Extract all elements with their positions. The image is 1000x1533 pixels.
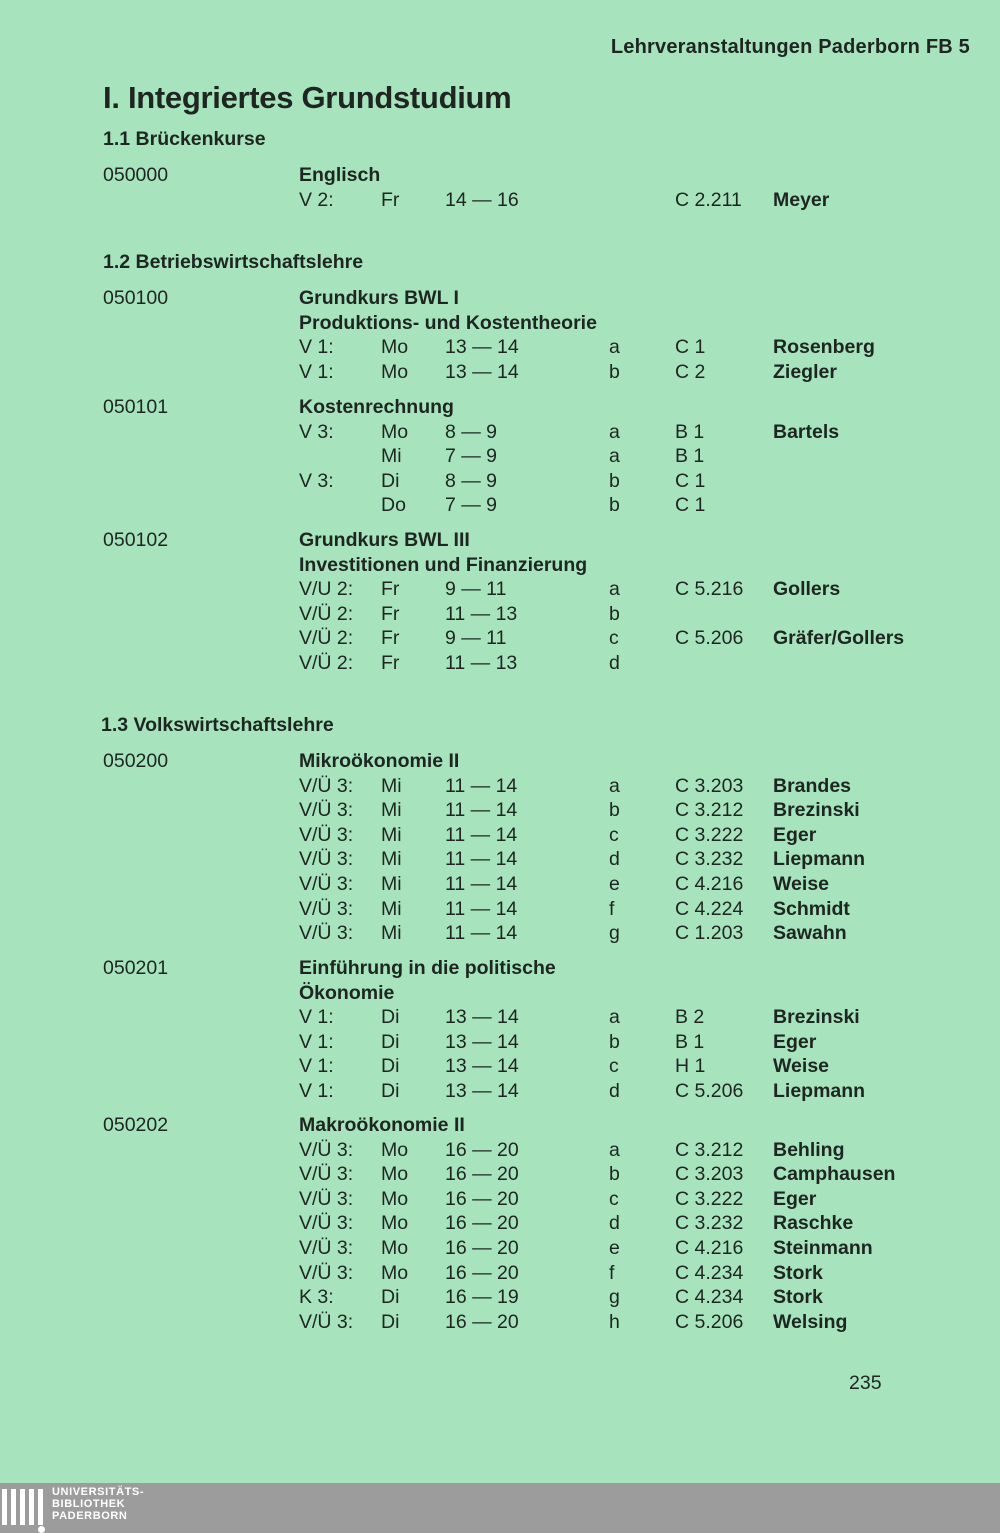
lecturer: Welsing bbox=[773, 1310, 848, 1333]
lecturer: Behling bbox=[773, 1138, 845, 1161]
course-title: Einführung in die politische bbox=[299, 957, 556, 979]
time-slot: 16 — 20 bbox=[445, 1237, 519, 1259]
room: C 5.206 bbox=[675, 1080, 744, 1102]
schedule-row bbox=[0, 873, 1000, 897]
course-type: V/Ü 3: bbox=[299, 873, 354, 895]
weekday: Mi bbox=[381, 873, 402, 895]
course-type: K 3: bbox=[299, 1286, 334, 1309]
course-type: V/Ü 3: bbox=[299, 1310, 354, 1333]
weekday: Mi bbox=[381, 774, 402, 797]
room: C 1 bbox=[675, 494, 706, 517]
weekday: Mo bbox=[381, 1212, 409, 1235]
time-slot: 11 — 14 bbox=[445, 823, 518, 846]
group-letter: b bbox=[609, 494, 620, 517]
weekday: Fr bbox=[381, 602, 400, 625]
lecturer: Gollers bbox=[773, 578, 841, 601]
group-letter: c bbox=[609, 823, 619, 846]
room: B 1 bbox=[675, 1030, 705, 1053]
course-type: V/Ü 2: bbox=[299, 602, 354, 625]
room: C 5.206 bbox=[675, 627, 744, 650]
lecturer: Steinmann bbox=[773, 1237, 873, 1259]
course-title: Mikroökonomie II bbox=[299, 750, 460, 772]
main-title: I. Integriertes Grundstudium bbox=[103, 80, 512, 115]
group-letter: d bbox=[609, 652, 620, 674]
library-footer bbox=[0, 1483, 1000, 1533]
weekday: Fr bbox=[381, 578, 400, 601]
weekday: Fr bbox=[381, 652, 400, 674]
lecturer: Schmidt bbox=[773, 897, 850, 920]
lecturer: Brezinski bbox=[773, 1006, 860, 1029]
schedule-row bbox=[0, 824, 1000, 848]
group-letter: c bbox=[609, 1055, 619, 1078]
time-slot: 16 — 20 bbox=[445, 1261, 519, 1284]
lecturer: Eger bbox=[773, 1187, 817, 1210]
group-letter: d bbox=[609, 848, 620, 871]
weekday: Mo bbox=[381, 1261, 409, 1284]
schedule-row bbox=[0, 189, 1000, 213]
group-letter: a bbox=[609, 1006, 620, 1029]
course-type: V/Ü 3: bbox=[299, 922, 354, 945]
group-letter: a bbox=[609, 336, 620, 359]
group-letter: b bbox=[609, 799, 620, 822]
weekday: Di bbox=[381, 469, 400, 492]
schedule-row bbox=[0, 578, 1000, 602]
room: C 3.212 bbox=[675, 1138, 744, 1161]
group-letter: h bbox=[609, 1310, 620, 1333]
group-letter: c bbox=[609, 627, 619, 650]
running-head: Lehrveranstaltungen Paderborn FB 5 bbox=[610, 36, 970, 58]
course-type: V/Ü 3: bbox=[299, 1138, 354, 1161]
time-slot: 9 — 11 bbox=[445, 627, 507, 650]
library-name-line: BIBLIOTHEK bbox=[52, 1498, 126, 1510]
lecturer: Eger bbox=[773, 1030, 817, 1053]
course-type: V/Ü 3: bbox=[299, 799, 354, 822]
course-type: V/Ü 3: bbox=[299, 1212, 354, 1235]
lecturer: Liepmann bbox=[773, 1080, 866, 1102]
room: C 3.212 bbox=[675, 799, 744, 822]
library-name bbox=[52, 1486, 144, 1522]
group-letter: d bbox=[609, 1212, 620, 1235]
lecturer: Rosenberg bbox=[773, 336, 875, 359]
schedule-row bbox=[0, 494, 1000, 518]
course-type: V/Ü 3: bbox=[299, 848, 354, 871]
schedule-row bbox=[0, 470, 1000, 494]
time-slot: 7 — 9 bbox=[445, 445, 498, 468]
schedule-row bbox=[0, 922, 1000, 946]
time-slot: 8 — 9 bbox=[445, 420, 498, 443]
schedule-row bbox=[0, 1262, 1000, 1286]
schedule-row bbox=[0, 445, 1000, 469]
schedule-row bbox=[0, 1188, 1000, 1212]
course-type: V/Ü 3: bbox=[299, 1163, 354, 1186]
course-title: Investitionen und Finanzierung bbox=[299, 553, 588, 576]
course-type: V/Ü 3: bbox=[299, 774, 354, 797]
group-letter: e bbox=[609, 1237, 620, 1259]
schedule-row bbox=[0, 1080, 1000, 1104]
room: C 1.203 bbox=[675, 922, 744, 945]
weekday: Di bbox=[381, 1286, 400, 1309]
room: C 1 bbox=[675, 469, 706, 492]
course-type: V 3: bbox=[299, 469, 334, 492]
room: C 2 bbox=[675, 360, 706, 383]
time-slot: 16 — 20 bbox=[445, 1187, 519, 1210]
course-type: V 1: bbox=[299, 1030, 334, 1053]
library-logo-icon bbox=[2, 1489, 46, 1531]
schedule-row bbox=[0, 1212, 1000, 1236]
room: C 3.222 bbox=[675, 823, 744, 846]
weekday: Mo bbox=[381, 360, 409, 383]
course-number: 050201 bbox=[103, 957, 169, 979]
room: C 2.211 bbox=[675, 188, 742, 211]
weekday: Mo bbox=[381, 1237, 409, 1259]
room: H 1 bbox=[675, 1055, 706, 1078]
lecturer: Liepmann bbox=[773, 848, 866, 871]
room: C 3.222 bbox=[675, 1187, 744, 1210]
lecturer: Eger bbox=[773, 823, 817, 846]
weekday: Fr bbox=[381, 188, 400, 211]
group-letter: g bbox=[609, 1286, 620, 1309]
weekday: Di bbox=[381, 1080, 400, 1102]
time-slot: 11 — 14 bbox=[445, 897, 518, 920]
group-letter: d bbox=[609, 1080, 620, 1102]
time-slot: 11 — 14 bbox=[445, 774, 518, 797]
schedule-row bbox=[0, 799, 1000, 823]
time-slot: 13 — 14 bbox=[445, 360, 519, 383]
course-title: Grundkurs BWL I bbox=[299, 287, 459, 309]
course-type: V/U 2: bbox=[299, 578, 354, 601]
schedule-row bbox=[0, 775, 1000, 799]
course-number: 050000 bbox=[103, 164, 169, 186]
group-letter: b bbox=[609, 1030, 620, 1053]
lecturer: Brandes bbox=[773, 774, 852, 797]
course-type: V 1: bbox=[299, 1080, 334, 1102]
lecturer: Weise bbox=[773, 1055, 830, 1078]
room: C 4.224 bbox=[675, 897, 744, 920]
time-slot: 16 — 20 bbox=[445, 1310, 519, 1333]
group-letter: e bbox=[609, 873, 620, 895]
lecturer: Stork bbox=[773, 1286, 823, 1309]
schedule-row bbox=[0, 1006, 1000, 1030]
room: B 1 bbox=[675, 445, 705, 468]
lecturer: Camphausen bbox=[773, 1163, 896, 1186]
schedule-row bbox=[0, 1139, 1000, 1163]
course-type: V/Ü 3: bbox=[299, 1237, 354, 1259]
room: C 3.203 bbox=[675, 1163, 744, 1186]
schedule-row bbox=[0, 627, 1000, 651]
group-letter: f bbox=[609, 897, 615, 920]
time-slot: 13 — 14 bbox=[445, 1006, 519, 1029]
weekday: Di bbox=[381, 1030, 400, 1053]
group-letter: c bbox=[609, 1187, 619, 1210]
weekday: Mo bbox=[381, 1187, 409, 1210]
course-type: V/Ü 3: bbox=[299, 1261, 354, 1284]
group-letter: a bbox=[609, 445, 620, 468]
lecturer: Ziegler bbox=[773, 360, 837, 383]
section-heading-economics: 1.3 Volkswirtschaftslehre bbox=[101, 714, 334, 736]
group-letter: a bbox=[609, 774, 620, 797]
course-number: 050200 bbox=[103, 750, 169, 772]
lecturer: Brezinski bbox=[773, 799, 860, 822]
time-slot: 11 — 14 bbox=[445, 873, 518, 895]
weekday: Mo bbox=[381, 336, 409, 359]
weekday: Mi bbox=[381, 897, 402, 920]
room: C 5.216 bbox=[675, 578, 744, 601]
time-slot: 13 — 14 bbox=[445, 1055, 519, 1078]
course-title: Makroökonomie II bbox=[299, 1114, 465, 1136]
page-number: 235 bbox=[849, 1372, 882, 1394]
room: B 1 bbox=[675, 420, 705, 443]
room: C 3.203 bbox=[675, 774, 744, 797]
course-type: V/Ü 2: bbox=[299, 652, 354, 674]
weekday: Mi bbox=[381, 799, 402, 822]
course-type: V 1: bbox=[299, 1055, 334, 1078]
group-letter: b bbox=[609, 1163, 620, 1186]
schedule-row bbox=[0, 361, 1000, 385]
library-name-line: PADERBORN bbox=[52, 1510, 128, 1522]
lecturer: Gräfer/Gollers bbox=[773, 627, 905, 650]
schedule-row bbox=[0, 652, 1000, 676]
lecturer: Stork bbox=[773, 1261, 823, 1284]
lecturer: Bartels bbox=[773, 420, 840, 443]
group-letter: a bbox=[609, 578, 620, 601]
course-type: V/Ü 3: bbox=[299, 897, 354, 920]
group-letter: b bbox=[609, 360, 620, 383]
group-letter: a bbox=[609, 1138, 620, 1161]
lecturer: Raschke bbox=[773, 1212, 854, 1235]
section-heading-bridge-courses: 1.1 Brückenkurse bbox=[103, 128, 266, 150]
weekday: Di bbox=[381, 1006, 400, 1029]
group-letter: g bbox=[609, 922, 620, 945]
time-slot: 9 — 11 bbox=[445, 578, 507, 601]
course-title: Kostenrechnung bbox=[299, 396, 454, 418]
lecturer: Weise bbox=[773, 873, 830, 895]
time-slot: 16 — 20 bbox=[445, 1138, 519, 1161]
course-type: V 1: bbox=[299, 1006, 334, 1029]
time-slot: 11 — 14 bbox=[445, 848, 518, 871]
room: C 3.232 bbox=[675, 848, 744, 871]
schedule-row bbox=[0, 1031, 1000, 1055]
course-title: Englisch bbox=[299, 164, 381, 186]
schedule-row bbox=[0, 1055, 1000, 1079]
room: C 1 bbox=[675, 336, 706, 359]
weekday: Di bbox=[381, 1310, 400, 1333]
time-slot: 7 — 9 bbox=[445, 494, 498, 517]
schedule-row bbox=[0, 1163, 1000, 1187]
weekday: Do bbox=[381, 494, 406, 517]
weekday: Di bbox=[381, 1055, 400, 1078]
schedule-row bbox=[0, 421, 1000, 445]
group-letter: b bbox=[609, 469, 620, 492]
time-slot: 13 — 14 bbox=[445, 336, 519, 359]
group-letter: b bbox=[609, 602, 620, 625]
course-type: V/Ü 3: bbox=[299, 1187, 354, 1210]
schedule-row bbox=[0, 848, 1000, 872]
time-slot: 16 — 20 bbox=[445, 1212, 519, 1235]
time-slot: 11 — 14 bbox=[445, 922, 518, 945]
time-slot: 11 — 14 bbox=[445, 799, 518, 822]
room: C 4.234 bbox=[675, 1286, 744, 1309]
room: C 3.232 bbox=[675, 1212, 744, 1235]
course-number: 050202 bbox=[103, 1114, 169, 1136]
schedule-row bbox=[0, 603, 1000, 627]
group-letter: a bbox=[609, 420, 620, 443]
schedule-row bbox=[0, 1237, 1000, 1261]
time-slot: 8 — 9 bbox=[445, 469, 498, 492]
weekday: Mi bbox=[381, 445, 402, 468]
weekday: Mo bbox=[381, 1163, 409, 1186]
weekday: Mi bbox=[381, 922, 402, 945]
weekday: Mo bbox=[381, 420, 409, 443]
group-letter: f bbox=[609, 1261, 615, 1284]
course-number: 050101 bbox=[103, 396, 169, 418]
room: B 2 bbox=[675, 1006, 705, 1029]
schedule-row bbox=[0, 898, 1000, 922]
course-number: 050100 bbox=[103, 287, 169, 309]
schedule-row bbox=[0, 1286, 1000, 1310]
time-slot: 11 — 13 bbox=[445, 602, 518, 625]
time-slot: 16 — 20 bbox=[445, 1163, 519, 1186]
room: C 4.234 bbox=[675, 1261, 744, 1284]
section-heading-business-admin: 1.2 Betriebswirtschaftslehre bbox=[103, 251, 364, 273]
library-name-line: UNIVERSITÄTS- bbox=[52, 1486, 145, 1498]
time-slot: 16 — 19 bbox=[445, 1286, 519, 1309]
course-type: V/Ü 2: bbox=[299, 627, 354, 650]
weekday: Mi bbox=[381, 848, 402, 871]
course-type: V 2: bbox=[299, 188, 334, 211]
course-title: Ökonomie bbox=[299, 981, 395, 1004]
course-type: V 3: bbox=[299, 420, 334, 443]
lecturer: Meyer bbox=[773, 188, 830, 211]
schedule-row bbox=[0, 1311, 1000, 1335]
course-title: Produktions- und Kostentheorie bbox=[299, 311, 597, 334]
lecturer: Sawahn bbox=[773, 922, 847, 945]
schedule-row bbox=[0, 336, 1000, 360]
time-slot: 13 — 14 bbox=[445, 1080, 519, 1102]
weekday: Mo bbox=[381, 1138, 409, 1161]
course-number: 050102 bbox=[103, 529, 169, 551]
course-type: V 1: bbox=[299, 360, 334, 383]
time-slot: 14 — 16 bbox=[445, 188, 519, 211]
room: C 5.206 bbox=[675, 1310, 744, 1333]
weekday: Fr bbox=[381, 627, 400, 650]
room: C 4.216 bbox=[675, 873, 744, 895]
course-title: Grundkurs BWL III bbox=[299, 529, 470, 551]
course-type: V 1: bbox=[299, 336, 334, 359]
time-slot: 13 — 14 bbox=[445, 1030, 519, 1053]
weekday: Mi bbox=[381, 823, 402, 846]
course-type: V/Ü 3: bbox=[299, 823, 354, 846]
time-slot: 11 — 13 bbox=[445, 652, 518, 674]
room: C 4.216 bbox=[675, 1237, 744, 1259]
